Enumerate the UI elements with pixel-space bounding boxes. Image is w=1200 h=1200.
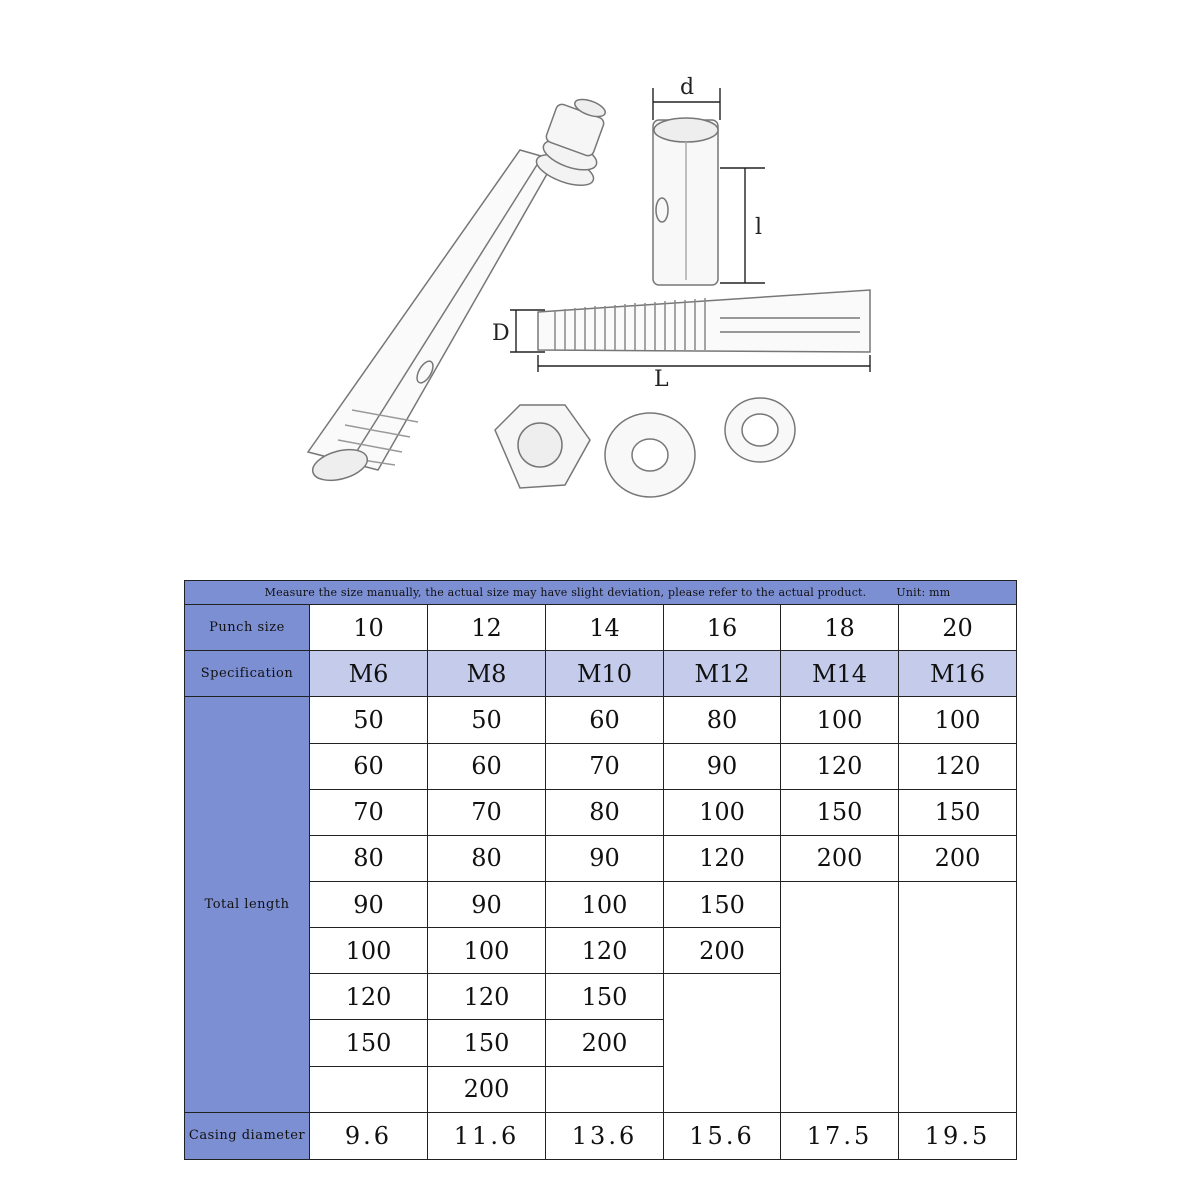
product-drawing [0, 0, 1200, 560]
length-row [185, 743, 1017, 789]
punch-size-cell: 18 [781, 605, 899, 651]
spec-table [184, 580, 1017, 1160]
length-cell: 90 [546, 835, 664, 881]
length-cell: 60 [428, 743, 546, 789]
dim-label-l: l [755, 215, 763, 240]
specification-label: Specification [185, 651, 310, 697]
specification-cell: M12 [664, 651, 781, 697]
note-row [185, 581, 1017, 605]
length-cell: 90 [664, 743, 781, 789]
length-cell: 60 [546, 697, 664, 743]
punch-size-label: Punch size [185, 605, 310, 651]
punch-size-cell: 14 [546, 605, 664, 651]
length-cell: 150 [899, 789, 1017, 835]
length-cell: 200 [664, 928, 781, 974]
length-cell: 200 [546, 1020, 664, 1066]
empty-cell [781, 882, 899, 1113]
length-cell: 100 [664, 789, 781, 835]
casing-diameter-cell: 17.5 [781, 1112, 899, 1159]
dim-label-d: d [680, 75, 695, 100]
empty-cell [664, 974, 781, 1112]
length-cell: 90 [428, 882, 546, 928]
empty-cell [546, 1066, 664, 1112]
specification-cell: M6 [310, 651, 428, 697]
length-cell: 120 [664, 835, 781, 881]
length-cell: 80 [546, 789, 664, 835]
length-cell: 120 [546, 928, 664, 974]
length-cell: 90 [310, 882, 428, 928]
specification-cell: M10 [546, 651, 664, 697]
length-cell: 100 [310, 928, 428, 974]
length-cell: 100 [781, 697, 899, 743]
note-text: Measure the size manually, the actual size may have slight deviation, please refer to the actual product. [264, 586, 867, 600]
length-cell: 200 [428, 1066, 546, 1112]
casing-diameter-cell: 19.5 [899, 1112, 1017, 1159]
length-cell: 50 [310, 697, 428, 743]
length-cell: 50 [428, 697, 546, 743]
sleeve [653, 118, 718, 285]
length-cell: 70 [428, 789, 546, 835]
casing-diameter-row [185, 1112, 1017, 1159]
threaded-bolt [538, 290, 870, 352]
casing-diameter-cell: 11.6 [428, 1112, 546, 1159]
length-cell: 120 [310, 974, 428, 1020]
specification-cell: M14 [781, 651, 899, 697]
casing-diameter-cell: 9.6 [310, 1112, 428, 1159]
punch-size-cell: 20 [899, 605, 1017, 651]
specification-cell: M8 [428, 651, 546, 697]
empty-cell [310, 1066, 428, 1112]
length-cell: 80 [664, 697, 781, 743]
length-cell: 80 [310, 835, 428, 881]
length-row [185, 835, 1017, 881]
punch-size-cell: 16 [664, 605, 781, 651]
total-length-label: Total length [185, 697, 310, 1112]
punch-size-cell: 12 [428, 605, 546, 651]
unit-text: Unit: mm [896, 586, 951, 600]
length-cell: 150 [664, 882, 781, 928]
length-cell: 80 [428, 835, 546, 881]
length-cell: 100 [428, 928, 546, 974]
length-cell: 120 [899, 743, 1017, 789]
length-row [185, 882, 1017, 928]
length-cell: 150 [428, 1020, 546, 1066]
length-cell: 200 [899, 835, 1017, 881]
dim-label-D: D [492, 321, 510, 346]
empty-cell [899, 882, 1017, 1113]
length-cell: 100 [899, 697, 1017, 743]
punch-size-cell: 10 [310, 605, 428, 651]
specification-cell: M16 [899, 651, 1017, 697]
casing-diameter-cell: 15.6 [664, 1112, 781, 1159]
specification-row [185, 651, 1017, 697]
length-row [185, 789, 1017, 835]
length-cell: 70 [310, 789, 428, 835]
dim-label-L: L [654, 367, 669, 392]
punch-size-row [185, 605, 1017, 651]
casing-diameter-cell: 13.6 [546, 1112, 664, 1159]
casing-diameter-label: Casing diameter [185, 1112, 310, 1159]
length-cell: 70 [546, 743, 664, 789]
length-cell: 120 [428, 974, 546, 1020]
length-cell: 60 [310, 743, 428, 789]
note-cell [185, 581, 1017, 605]
length-cell: 100 [546, 882, 664, 928]
length-row [185, 697, 1017, 743]
length-cell: 120 [781, 743, 899, 789]
length-cell: 200 [781, 835, 899, 881]
length-cell: 150 [546, 974, 664, 1020]
length-cell: 150 [781, 789, 899, 835]
length-cell: 150 [310, 1020, 428, 1066]
